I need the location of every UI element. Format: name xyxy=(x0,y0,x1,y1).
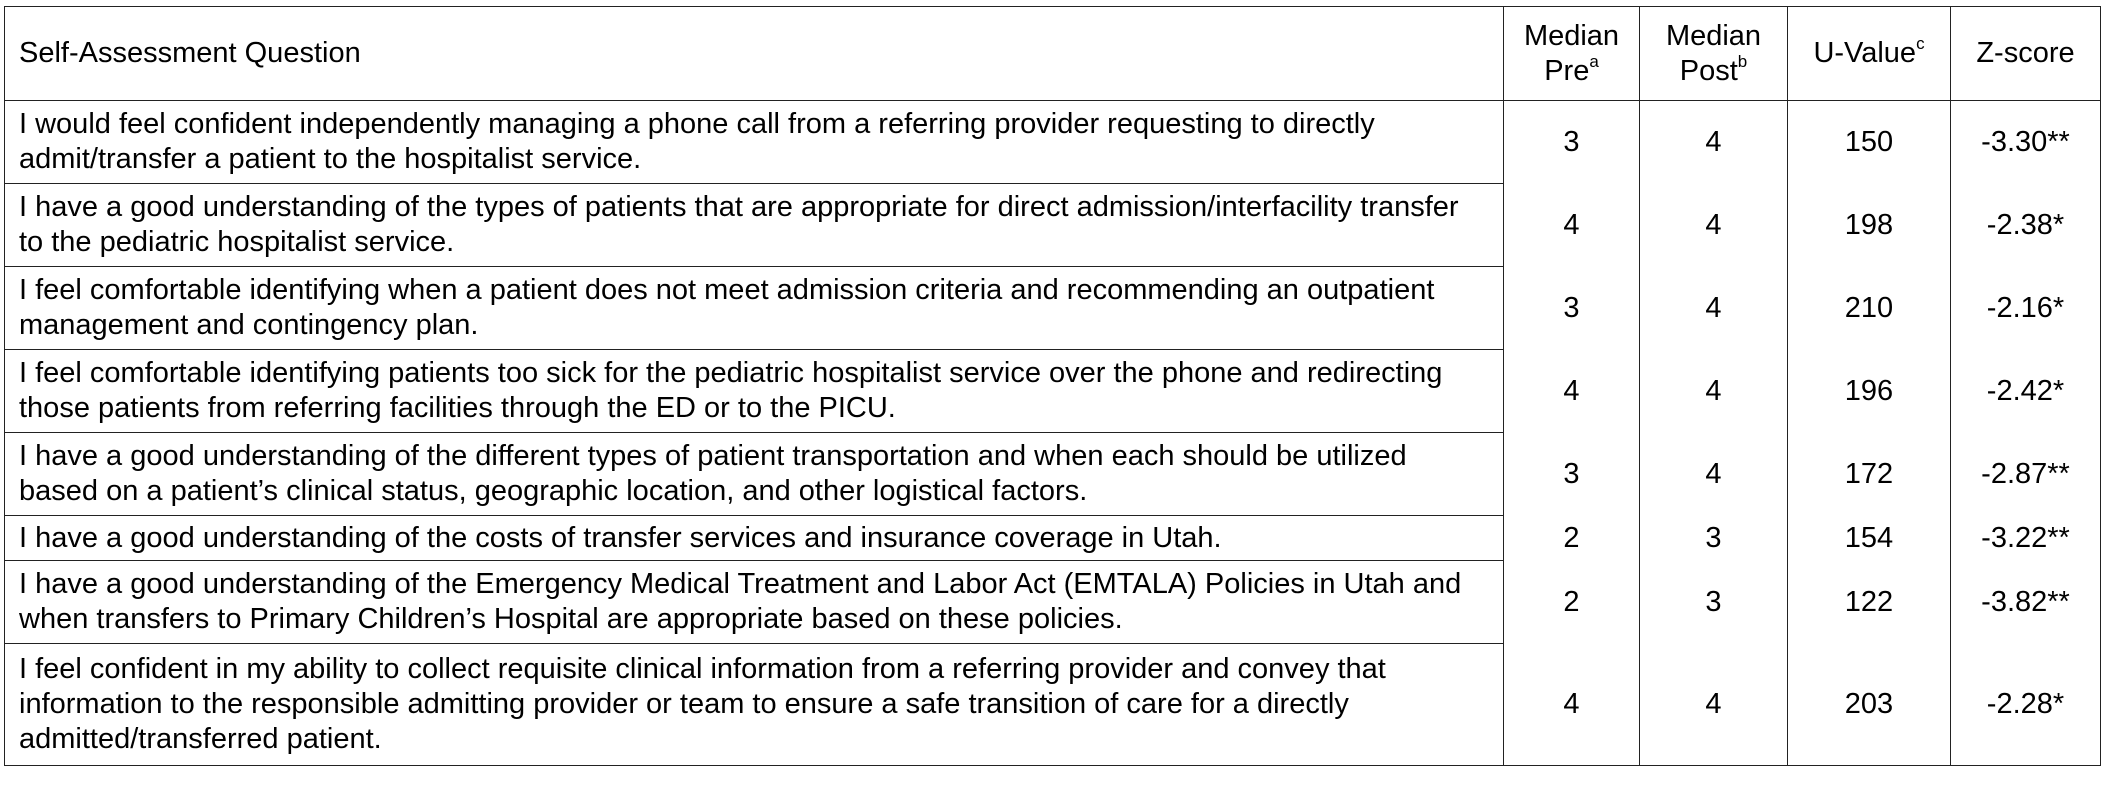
z-score-cell: -2.28* xyxy=(1951,644,2101,766)
question-cell: I have a good understanding of the costs of transfer services and insurance coverage in Utah. xyxy=(5,516,1504,561)
median-pre-cell: 3 xyxy=(1504,433,1640,516)
question-cell: I feel comfortable identifying when a patient does not meet admission criteria and recommending an outpatient management and contingency plan. xyxy=(5,267,1504,350)
u-value-cell: 154 xyxy=(1788,516,1951,561)
median-post-cell: 3 xyxy=(1640,516,1788,561)
z-score-cell: -2.42* xyxy=(1951,350,2101,433)
table-row xyxy=(5,184,2101,267)
self-assessment-table xyxy=(4,6,2101,766)
question-cell: I have a good understanding of the types of patients that are appropriate for direct admission/interfacility transfer to the pediatric hospitalist service. xyxy=(5,184,1504,267)
median-pre-cell: 4 xyxy=(1504,350,1640,433)
z-score-cell: -3.22** xyxy=(1951,516,2101,561)
z-score-cell: -2.87** xyxy=(1951,433,2101,516)
z-score-cell: -2.38* xyxy=(1951,184,2101,267)
table-row xyxy=(5,433,2101,516)
question-cell: I have a good understanding of the Emergency Medical Treatment and Labor Act (EMTALA) Policies in Utah and when transfers to Primary Children’s Hospital are appropriate based on these policies. xyxy=(5,561,1504,644)
median-pre-cell: 4 xyxy=(1504,644,1640,766)
header-question: Self-Assessment Question xyxy=(5,7,1504,101)
question-cell: I would feel confident independently managing a phone call from a referring provider requesting to directly admit/transfer a patient to the hospitalist service. xyxy=(5,101,1504,184)
table-row xyxy=(5,267,2101,350)
median-post-cell: 4 xyxy=(1640,101,1788,184)
u-value-cell: 150 xyxy=(1788,101,1951,184)
table-row xyxy=(5,516,2101,561)
u-value-cell: 210 xyxy=(1788,267,1951,350)
header-median-pre: Median Pre$^a$ xyxy=(1504,7,1640,101)
question-cell: I have a good understanding of the different types of patient transportation and when each should be utilized based on a patient’s clinical status, geographic location, and other logistical factors. xyxy=(5,433,1504,516)
question-cell: I feel comfortable identifying patients too sick for the pediatric hospitalist service over the phone and redirecting those patients from referring facilities through the ED or to the PICU. xyxy=(5,350,1504,433)
z-score-cell: -2.16* xyxy=(1951,267,2101,350)
table-row xyxy=(5,101,2101,184)
header-u-value: U-Value$^c$ xyxy=(1788,7,1951,101)
median-post-cell: 3 xyxy=(1640,561,1788,644)
header-z-score: Z-score xyxy=(1951,7,2101,101)
median-post-cell: 4 xyxy=(1640,267,1788,350)
z-score-cell: -3.30** xyxy=(1951,101,2101,184)
u-value-cell: 203 xyxy=(1788,644,1951,766)
table-row xyxy=(5,350,2101,433)
median-post-cell: 4 xyxy=(1640,644,1788,766)
results-table-container xyxy=(4,6,2100,766)
median-pre-cell: 3 xyxy=(1504,267,1640,350)
table-row xyxy=(5,561,2101,644)
median-pre-cell: 2 xyxy=(1504,561,1640,644)
median-pre-cell: 4 xyxy=(1504,184,1640,267)
question-cell: I feel confident in my ability to collect requisite clinical information from a referring provider and convey that information to the responsible admitting provider or team to ensure a safe transition of care for a directly admitted/transferred patient. xyxy=(5,644,1504,766)
z-score-cell: -3.82** xyxy=(1951,561,2101,644)
u-value-cell: 198 xyxy=(1788,184,1951,267)
median-pre-cell: 3 xyxy=(1504,101,1640,184)
median-post-cell: 4 xyxy=(1640,184,1788,267)
u-value-cell: 122 xyxy=(1788,561,1951,644)
median-pre-cell: 2 xyxy=(1504,516,1640,561)
median-post-cell: 4 xyxy=(1640,350,1788,433)
median-post-cell: 4 xyxy=(1640,433,1788,516)
header-row xyxy=(5,7,2101,101)
table-row xyxy=(5,644,2101,766)
u-value-cell: 196 xyxy=(1788,350,1951,433)
header-median-post: Median Post$^b$ xyxy=(1640,7,1788,101)
u-value-cell: 172 xyxy=(1788,433,1951,516)
